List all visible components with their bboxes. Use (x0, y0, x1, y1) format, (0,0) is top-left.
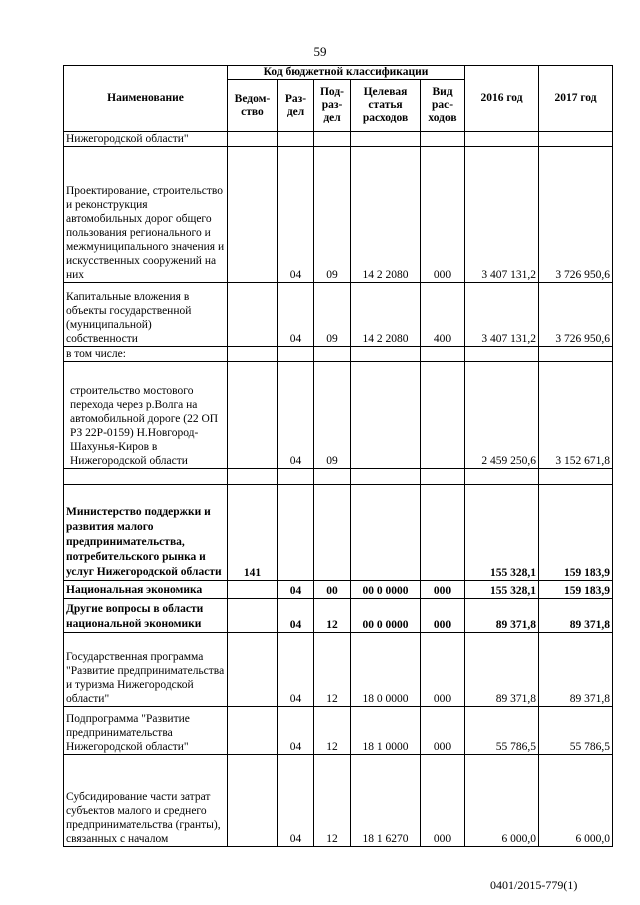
page-number: 59 (313, 44, 327, 59)
cell-ved (228, 755, 278, 847)
cell-ved (228, 599, 278, 633)
col-header-podrazdel: Под-раз-дел (314, 80, 351, 132)
cell-2016: 2 459 250,6 (465, 362, 539, 469)
cell-podrazdel (314, 347, 351, 362)
table-row (64, 347, 613, 362)
cell-2017: 159 183,9 (539, 485, 613, 581)
cell-vr: 000 (421, 147, 465, 283)
cell-vr: 000 (421, 599, 465, 633)
table-row (64, 362, 613, 469)
cell-2017 (539, 132, 613, 147)
row-name: строительство мостового перехода через р.Волга на автомобильной дороге (22 ОП РЗ 22Р-0159) Н.Новгород-Шахунья-Киров в Нижегородской области (64, 362, 228, 469)
cell-vr (421, 469, 465, 485)
cell-razdel (278, 347, 314, 362)
cell-podrazdel: 09 (314, 283, 351, 347)
cell-2017: 159 183,9 (539, 581, 613, 599)
cell-2016: 3 407 131,2 (465, 147, 539, 283)
table-row (64, 469, 613, 485)
cell-cs (351, 132, 421, 147)
cell-cs: 14 2 2080 (351, 147, 421, 283)
cell-vr: 000 (421, 581, 465, 599)
cell-2016: 155 328,1 (465, 581, 539, 599)
cell-razdel: 04 (278, 581, 314, 599)
cell-vr: 000 (421, 633, 465, 707)
cell-ved (228, 707, 278, 755)
cell-ved (228, 283, 278, 347)
cell-2016: 6 000,0 (465, 755, 539, 847)
cell-2016 (465, 347, 539, 362)
cell-2017: 89 371,8 (539, 599, 613, 633)
cell-podrazdel: 12 (314, 707, 351, 755)
cell-2016 (465, 132, 539, 147)
cell-cs (351, 347, 421, 362)
cell-ved (228, 132, 278, 147)
cell-razdel: 04 (278, 147, 314, 283)
cell-vr (421, 362, 465, 469)
cell-2017 (539, 347, 613, 362)
cell-2016: 55 786,5 (465, 707, 539, 755)
cell-ved (228, 362, 278, 469)
col-header-code-group: Код бюджетной классификации (228, 66, 465, 80)
cell-vr: 000 (421, 755, 465, 847)
row-name: Государственная программа "Развитие предпринимательства и туризма Нижегородской области" (64, 633, 228, 707)
col-header-celevaya: Целевая статья расходов (351, 80, 421, 132)
cell-podrazdel: 12 (314, 599, 351, 633)
table-row (64, 707, 613, 755)
cell-podrazdel: 12 (314, 633, 351, 707)
cell-2016: 89 371,8 (465, 599, 539, 633)
cell-podrazdel: 09 (314, 147, 351, 283)
cell-2017: 3 726 950,6 (539, 283, 613, 347)
row-name: Подпрограмма "Развитие предпринимательства Нижегородской области" (64, 707, 228, 755)
cell-cs: 14 2 2080 (351, 283, 421, 347)
cell-razdel: 04 (278, 283, 314, 347)
cell-cs: 18 1 6270 (351, 755, 421, 847)
table-row (64, 132, 613, 147)
cell-2016 (465, 469, 539, 485)
table-row (64, 599, 613, 633)
cell-razdel: 04 (278, 633, 314, 707)
cell-podrazdel: 09 (314, 362, 351, 469)
table-row (64, 633, 613, 707)
cell-2017: 89 371,8 (539, 633, 613, 707)
cell-2017: 55 786,5 (539, 707, 613, 755)
cell-podrazdel: 00 (314, 581, 351, 599)
col-header-2017: 2017 год (539, 66, 613, 132)
row-name (64, 469, 228, 485)
document-code: 0401/2015-779(1) (490, 878, 578, 892)
cell-podrazdel: 12 (314, 755, 351, 847)
cell-ved (228, 469, 278, 485)
cell-ved (228, 581, 278, 599)
cell-2016: 89 371,8 (465, 633, 539, 707)
cell-2017: 3 152 671,8 (539, 362, 613, 469)
cell-cs: 00 0 0000 (351, 581, 421, 599)
cell-razdel: 04 (278, 362, 314, 469)
budget-table (63, 65, 613, 847)
cell-razdel: 04 (278, 707, 314, 755)
cell-cs (351, 362, 421, 469)
cell-ved (228, 147, 278, 283)
row-name: Субсидирование части затрат субъектов малого и среднего предпринимательства (гранты), связанных с началом (64, 755, 228, 847)
col-header-vedomstvo: Ведом-ство (228, 80, 278, 132)
cell-vr (421, 132, 465, 147)
cell-vr: 000 (421, 707, 465, 755)
row-name: Нижегородской области" (64, 132, 228, 147)
cell-cs (351, 485, 421, 581)
row-name: Национальная экономика (64, 581, 228, 599)
row-name: Проектирование, строительство и реконструкция автомобильных дорог общего пользования регионального и межмуниципального значения и искусственных сооружений на них (64, 147, 228, 283)
table-row (64, 755, 613, 847)
cell-ved (228, 347, 278, 362)
cell-2017: 6 000,0 (539, 755, 613, 847)
cell-razdel (278, 469, 314, 485)
cell-2016: 3 407 131,2 (465, 283, 539, 347)
cell-cs: 18 1 0000 (351, 707, 421, 755)
cell-vr (421, 485, 465, 581)
table-row (64, 283, 613, 347)
table-row (64, 485, 613, 581)
cell-2017 (539, 469, 613, 485)
cell-podrazdel (314, 485, 351, 581)
row-name: в том числе: (64, 347, 228, 362)
table-row (64, 581, 613, 599)
cell-podrazdel (314, 469, 351, 485)
cell-vr: 400 (421, 283, 465, 347)
col-header-vid: Вид рас-ходов (421, 80, 465, 132)
row-name: Капитальные вложения в объекты государственной (муниципальной) собственности (64, 283, 228, 347)
cell-2017: 3 726 950,6 (539, 147, 613, 283)
cell-podrazdel (314, 132, 351, 147)
cell-ved: 141 (228, 485, 278, 581)
cell-razdel: 04 (278, 599, 314, 633)
table-row (64, 147, 613, 283)
cell-2016: 155 328,1 (465, 485, 539, 581)
col-header-2016: 2016 год (465, 66, 539, 132)
cell-ved (228, 633, 278, 707)
cell-razdel (278, 485, 314, 581)
cell-razdel: 04 (278, 755, 314, 847)
col-header-name: Наименование (64, 66, 228, 132)
row-name: Другие вопросы в области национальной экономики (64, 599, 228, 633)
col-header-razdel: Раз-дел (278, 80, 314, 132)
cell-vr (421, 347, 465, 362)
cell-cs: 00 0 0000 (351, 599, 421, 633)
row-name: Министерство поддержки и развития малого предпринимательства, потребительского рынка и услуг Нижегородской области (64, 485, 228, 581)
cell-razdel (278, 132, 314, 147)
cell-cs: 18 0 0000 (351, 633, 421, 707)
cell-cs (351, 469, 421, 485)
